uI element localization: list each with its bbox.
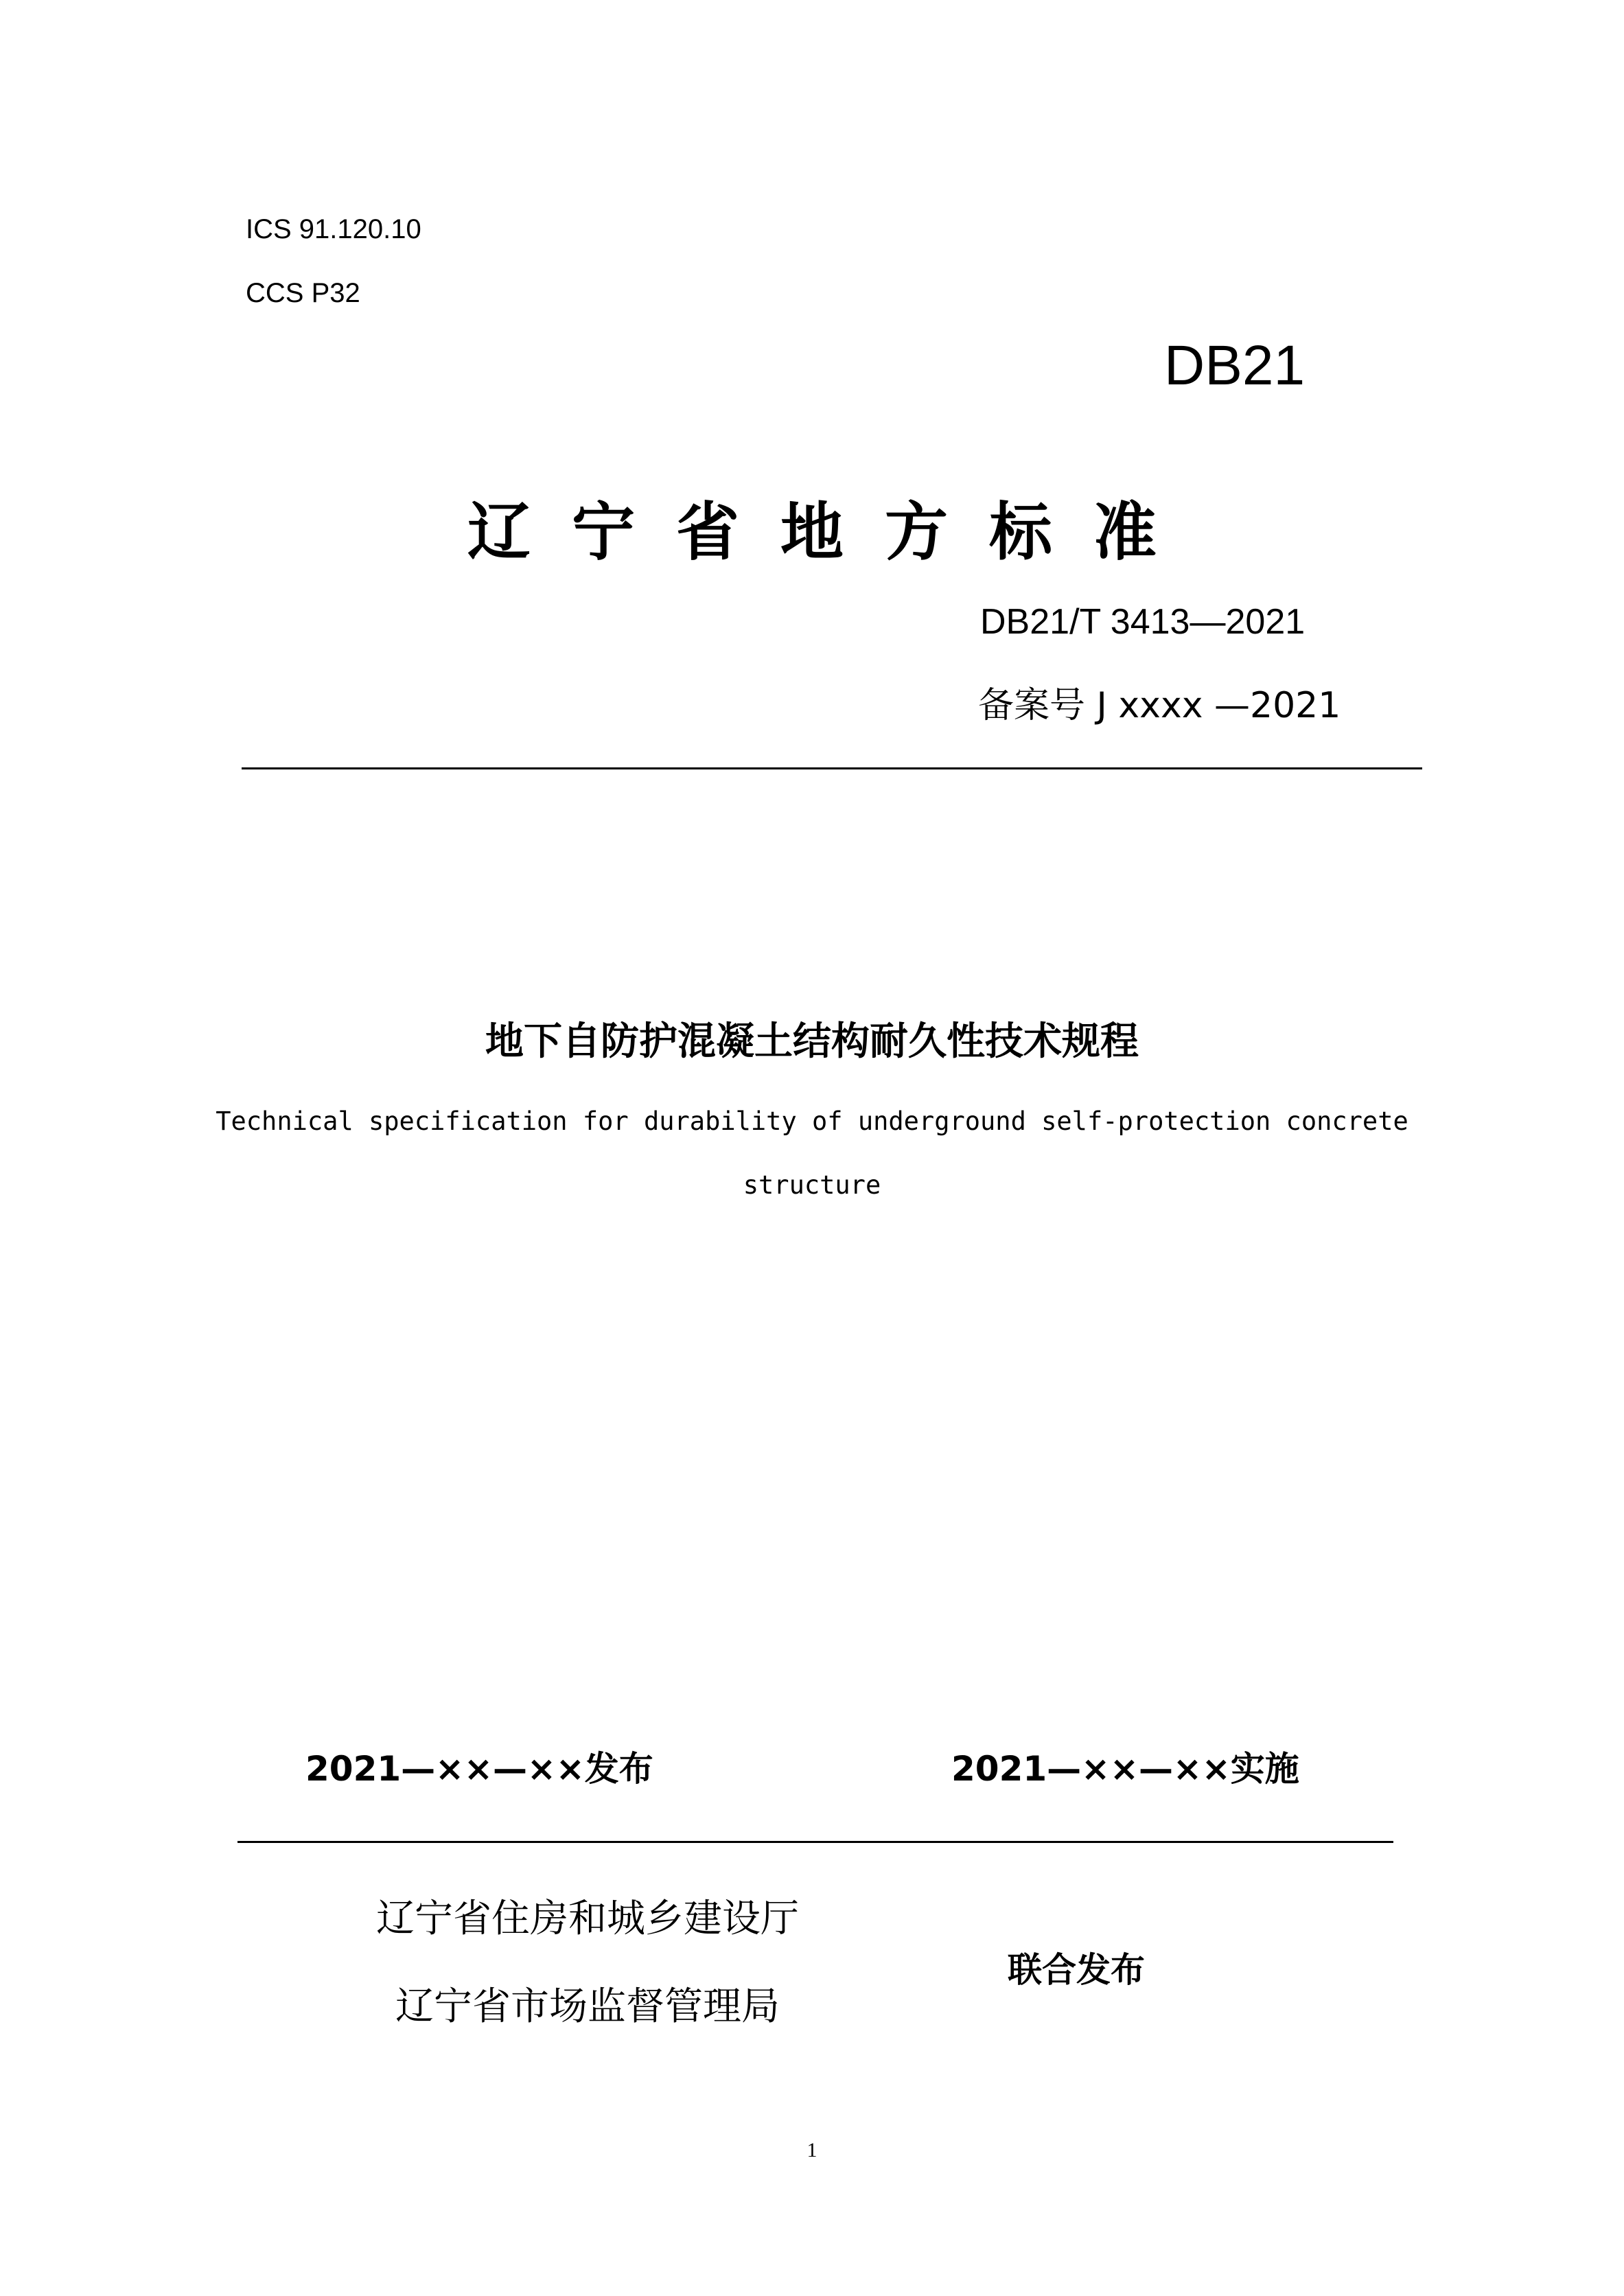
standard-title: 辽宁省地方标准: [467, 496, 1198, 569]
db-code: DB21: [1164, 334, 1306, 397]
document-title-cn: 地下自防护混凝土结构耐久性技术规程: [485, 1019, 1139, 1064]
ics-code: ICS 91.120.10: [246, 214, 421, 244]
ccs-code: CCS P32: [246, 278, 360, 308]
document-title-en-line1: Technical specification for durability of underground self-protection concrete: [216, 1106, 1408, 1136]
top-divider: [242, 767, 1422, 769]
page-number: 1: [807, 2139, 817, 2161]
document-title-en-line2: structure: [743, 1170, 881, 1200]
standard-number: DB21/T 3413—2021: [980, 602, 1306, 642]
record-number: 备案号 J xxxx —2021: [978, 685, 1341, 726]
implement-date: 2021—××—××实施: [951, 1749, 1299, 1789]
issuer-market-regulation: 辽宁省市场监督管理局: [395, 1984, 780, 2029]
bottom-divider: [237, 1841, 1393, 1843]
publish-date: 2021—××—××发布: [305, 1749, 653, 1789]
joint-release-label: 联合发布: [1008, 1950, 1145, 1990]
issuer-housing-department: 辽宁省住房和城乡建设厅: [376, 1897, 799, 1941]
